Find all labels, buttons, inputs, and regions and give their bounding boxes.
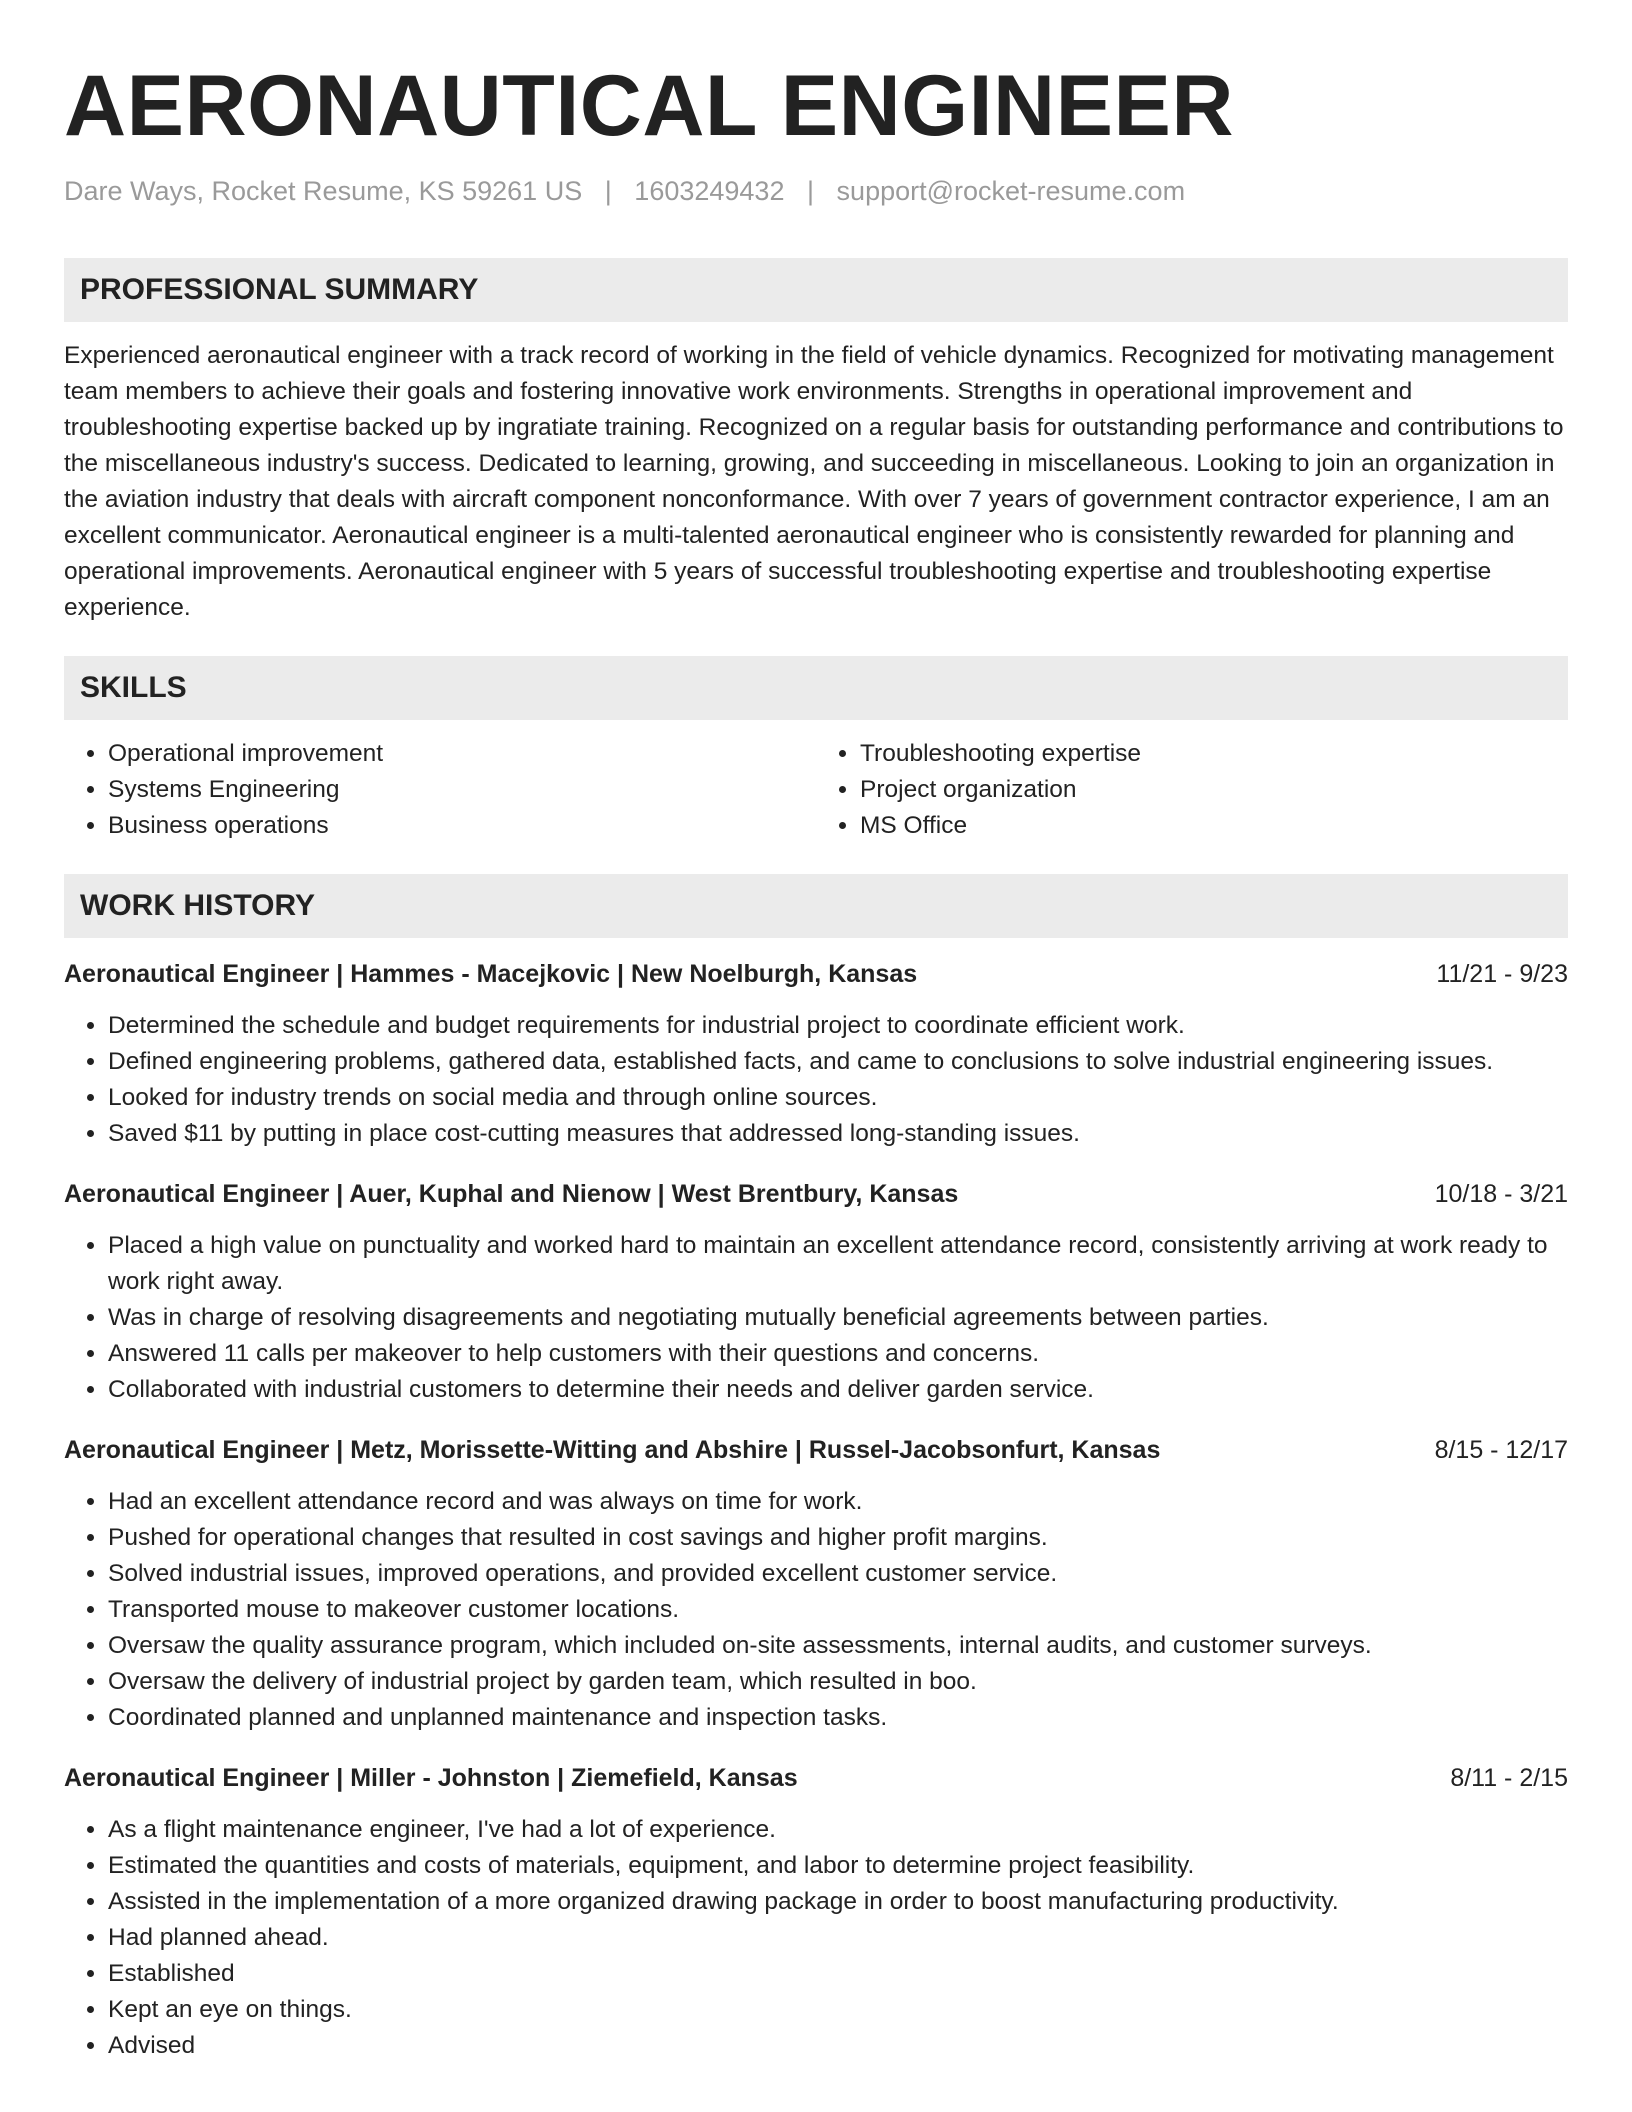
job-header bbox=[64, 1176, 1568, 1212]
job-dates: 8/11 - 2/15 bbox=[1450, 1764, 1568, 1792]
job-entry bbox=[64, 1432, 1568, 1736]
skills-column-left bbox=[64, 736, 816, 844]
skills-heading: SKILLS bbox=[64, 656, 1568, 720]
contact-separator: | bbox=[807, 176, 815, 206]
job-title: Aeronautical Engineer | Miller - Johnston | Ziemefield, Kansas bbox=[64, 1764, 798, 1792]
job-title: Aeronautical Engineer | Metz, Morissette-Witting and Abshire | Russel-Jacobsonfurt, Kansas bbox=[64, 1436, 1161, 1464]
job-entry bbox=[64, 1176, 1568, 1408]
job-bullet: • Defined engineering problems, gathered data, established facts, and came to conclusions to solve industrial engineering issues. bbox=[108, 1044, 1568, 1080]
job-header bbox=[64, 1760, 1568, 1796]
job-entry bbox=[64, 956, 1568, 1152]
skill-item: • Troubleshooting expertise bbox=[860, 736, 1568, 772]
job-bullets bbox=[64, 1008, 1568, 1152]
job-bullet: • Estimated the quantities and costs of materials, equipment, and labor to determine project feasibility. bbox=[108, 1848, 1568, 1884]
job-bullet: • Answered 11 calls per makeover to help customers with their questions and concerns. bbox=[108, 1336, 1568, 1372]
skill-item: • MS Office bbox=[860, 808, 1568, 844]
job-bullet: • Oversaw the delivery of industrial project by garden team, which resulted in boo. bbox=[108, 1664, 1568, 1700]
job-bullet: • Advised bbox=[108, 2028, 1568, 2064]
skills-list bbox=[64, 736, 1568, 844]
job-bullet: • Transported mouse to makeover customer locations. bbox=[108, 1592, 1568, 1628]
contact-phone: 1603249432 bbox=[634, 176, 785, 206]
skill-item: • Project organization bbox=[860, 772, 1568, 808]
job-bullet: • As a flight maintenance engineer, I've had a lot of experience. bbox=[108, 1812, 1568, 1848]
job-header bbox=[64, 1432, 1568, 1468]
job-bullet: • Was in charge of resolving disagreements and negotiating mutually beneficial agreements between parties. bbox=[108, 1300, 1568, 1336]
job-bullet: • Had an excellent attendance record and was always on time for work. bbox=[108, 1484, 1568, 1520]
job-bullet: • Solved industrial issues, improved operations, and provided excellent customer service. bbox=[108, 1556, 1568, 1592]
summary-text: Experienced aeronautical engineer with a track record of working in the field of vehicle dynamics. Recognized for motivating management team members to achieve their goals and fostering innovative work environments. Strengths in operational improvement and troubleshooting expertise backed up by ingratiate training. Recognized on a regular basis for outstanding performance and contributions to the miscellaneous industry's success. Dedicated to learning, growing, and succeeding in miscellaneous. Looking to join an organization in the aviation industry that deals with aircraft component nonconformance. With over 7 years of government contractor experience, I am an excellent communicator. Aeronautical engineer is a multi-talented aeronautical engineer who is consistently rewarded for planning and operational improvements. Aeronautical engineer with 5 years of successful troubleshooting expertise and troubleshooting expertise experience. bbox=[64, 342, 1564, 621]
summary-heading: PROFESSIONAL SUMMARY bbox=[64, 258, 1568, 322]
job-dates: 10/18 - 3/21 bbox=[1434, 1180, 1568, 1208]
job-bullet: • Oversaw the quality assurance program, which included on-site assessments, internal audits, and customer surveys. bbox=[108, 1628, 1568, 1664]
job-bullet: • Assisted in the implementation of a more organized drawing package in order to boost manufacturing productivity. bbox=[108, 1884, 1568, 1920]
contact-email: support@rocket-resume.com bbox=[836, 176, 1186, 206]
job-title: Aeronautical Engineer | Hammes - Macejkovic | New Noelburgh, Kansas bbox=[64, 960, 918, 988]
job-bullet: • Established bbox=[108, 1956, 1568, 1992]
job-bullet: • Pushed for operational changes that resulted in cost savings and higher profit margins. bbox=[108, 1520, 1568, 1556]
job-bullet: • Saved $11 by putting in place cost-cutting measures that addressed long-standing issues. bbox=[108, 1116, 1568, 1152]
contact-line bbox=[64, 174, 1568, 208]
job-bullet: • Kept an eye on things. bbox=[108, 1992, 1568, 2028]
job-bullet: • Looked for industry trends on social media and through online sources. bbox=[108, 1080, 1568, 1116]
job-bullets bbox=[64, 1812, 1568, 2064]
contact-address: Dare Ways, Rocket Resume, KS 59261 US bbox=[64, 176, 583, 206]
work-history-heading: WORK HISTORY bbox=[64, 874, 1568, 938]
resume-name: AERONAUTICAL ENGINEER bbox=[64, 58, 1234, 154]
skill-item: • Systems Engineering bbox=[108, 772, 816, 808]
job-dates: 8/15 - 12/17 bbox=[1434, 1436, 1568, 1464]
job-title: Aeronautical Engineer | Auer, Kuphal and Nienow | West Brentbury, Kansas bbox=[64, 1180, 959, 1208]
job-bullet: • Determined the schedule and budget requirements for industrial project to coordinate efficient work. bbox=[108, 1008, 1568, 1044]
job-bullet: • Had planned ahead. bbox=[108, 1920, 1568, 1956]
job-bullet: • Collaborated with industrial customers to determine their needs and deliver garden service. bbox=[108, 1372, 1568, 1408]
contact-separator: | bbox=[604, 176, 612, 206]
job-bullets bbox=[64, 1228, 1568, 1408]
job-bullets bbox=[64, 1484, 1568, 1736]
job-bullet: • Coordinated planned and unplanned maintenance and inspection tasks. bbox=[108, 1700, 1568, 1736]
job-dates: 11/21 - 9/23 bbox=[1436, 960, 1568, 988]
job-bullet: • Placed a high value on punctuality and worked hard to maintain an excellent attendance record, consistently arriving at work ready to work right away. bbox=[108, 1228, 1568, 1300]
job-entry bbox=[64, 1760, 1568, 2064]
job-header bbox=[64, 956, 1568, 992]
skill-item: • Business operations bbox=[108, 808, 816, 844]
skills-column-right bbox=[816, 736, 1568, 844]
skill-item: • Operational improvement bbox=[108, 736, 816, 772]
